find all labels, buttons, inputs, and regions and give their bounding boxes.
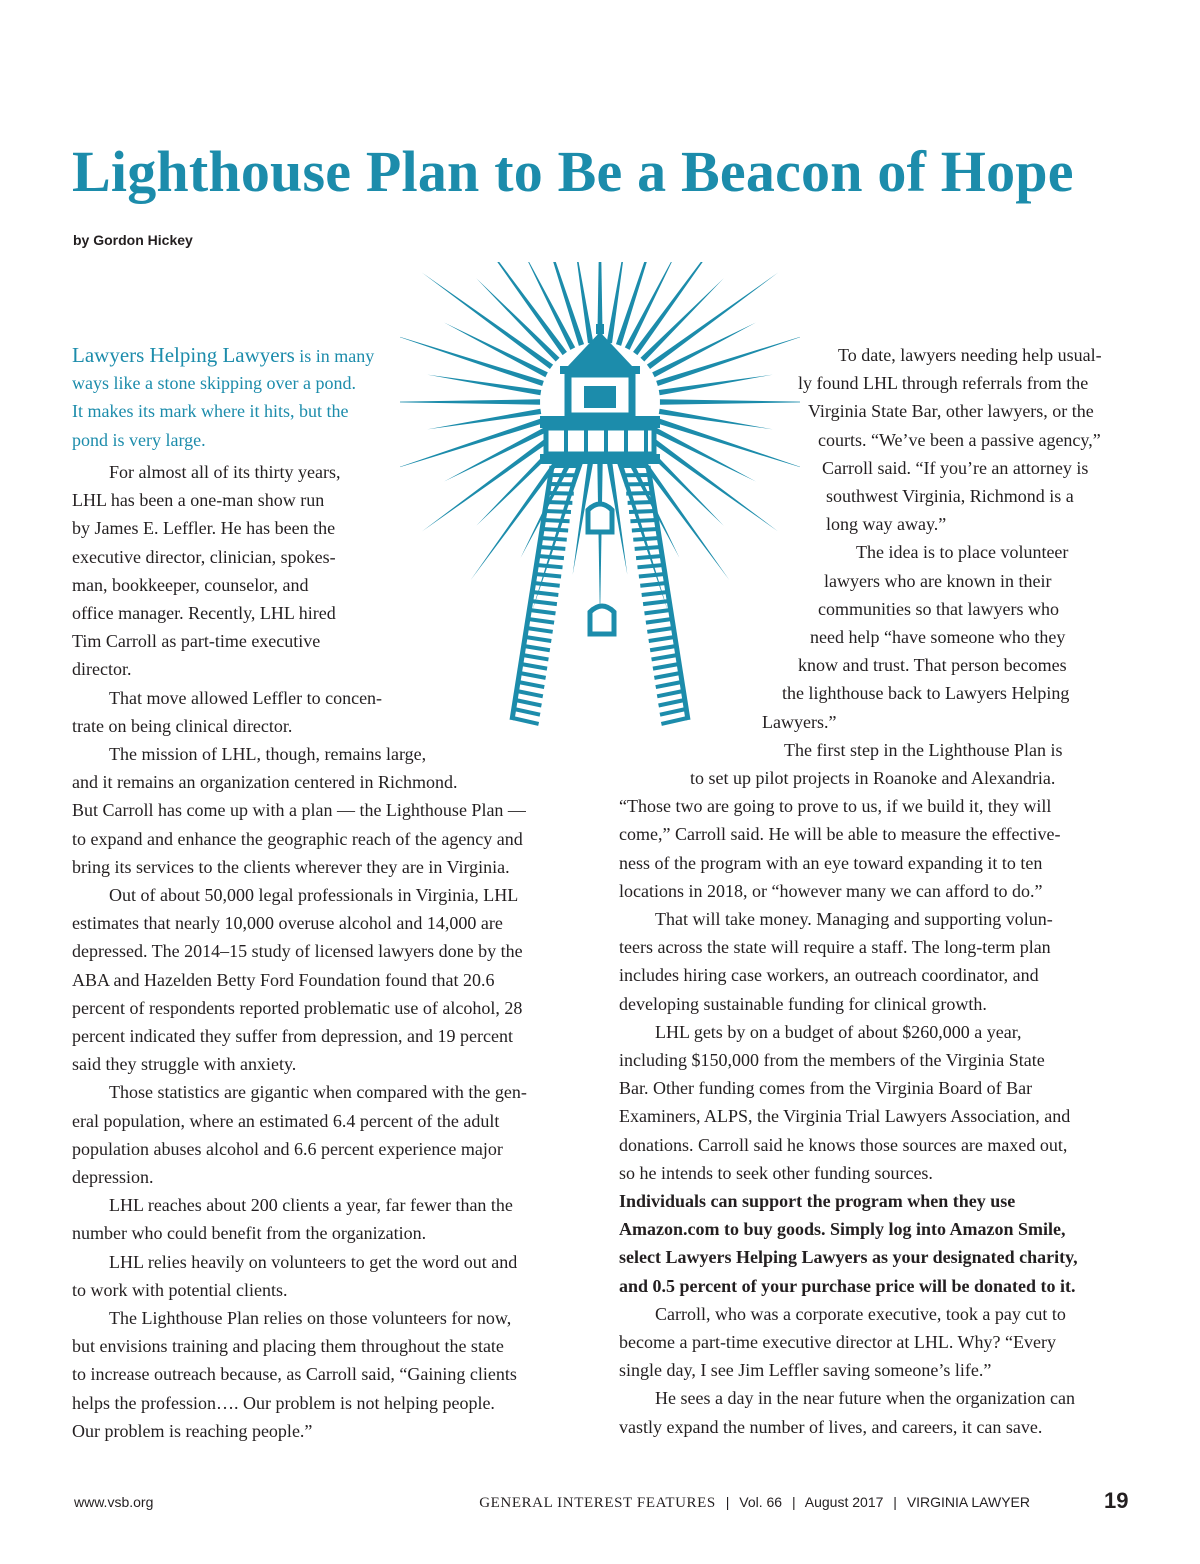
body-line: Individuals can support the program when they use — [619, 1191, 1016, 1211]
body-line: vastly expand the number of lives, and careers, it can save. — [619, 1416, 1043, 1437]
tower-stripe — [661, 718, 687, 724]
body-line: developing sustainable funding for clinical growth. — [619, 993, 987, 1014]
tower-stripe — [635, 547, 661, 549]
body-line: to work with potential clients. — [72, 1279, 288, 1300]
tower-stripe — [629, 511, 655, 512]
tower-stripe — [515, 700, 541, 705]
body-line: Virginia State Bar, other lawyers, or the — [808, 401, 1094, 422]
body-line: The Lighthouse Plan relies on those volunteers for now, — [109, 1308, 512, 1328]
body-line: population abuses alcohol and 6.6 percent experience major — [72, 1138, 503, 1159]
body-line: depression. — [72, 1167, 154, 1187]
tower-stripe — [520, 673, 546, 678]
tower-stripe — [657, 691, 683, 696]
tower-stripe — [643, 601, 669, 604]
article-title: Lighthouse Plan to Be a Beacon of Hope — [72, 139, 1074, 204]
body-line: ABA and Hazelden Betty Ford Foundation found that 20.6 — [72, 969, 495, 990]
ray — [647, 273, 778, 369]
tower-stripe — [527, 628, 553, 632]
tower-stripe — [653, 664, 679, 669]
lighthouse-illustration — [400, 262, 800, 732]
body-line: The first step in the Lighthouse Plan is — [784, 739, 1063, 760]
ray — [616, 262, 668, 346]
body-line: includes hiring case workers, an outreach coordinator, and — [619, 965, 1039, 986]
body-line: said they struggle with anxiety. — [72, 1054, 297, 1075]
tower-stripe — [544, 520, 570, 521]
body-line: trate on being clinical director. — [72, 715, 293, 736]
tower-stripe — [545, 511, 571, 512]
tower-stripe — [541, 538, 567, 540]
body-line: Out of about 50,000 legal professionals in Virginia, LHL — [109, 885, 519, 905]
tower-stripe — [647, 628, 673, 632]
lead-line: It makes its mark where it hits, but the — [72, 401, 349, 422]
tower-stripe — [660, 709, 686, 715]
ray — [532, 262, 584, 346]
body-line: That move allowed Leffler to concen- — [109, 687, 383, 708]
body-line: so he intends to seek other funding sources. — [619, 1162, 933, 1183]
body-line: lawyers who are known in their — [824, 570, 1052, 591]
body-line: locations in 2018, or “however many we can afford to do.” — [619, 880, 1043, 901]
body-line: to expand and enhance the geographic reach of the agency and — [72, 828, 523, 849]
tower-stripe — [537, 565, 563, 567]
tower-stripe — [524, 646, 550, 650]
body-line: and 0.5 percent of your purchase price will be donated to it. — [619, 1275, 1076, 1296]
body-line: percent of respondents reported problematic use of alcohol, 28 — [72, 997, 523, 1018]
tower-stripe — [630, 520, 656, 521]
body-line: Our problem is reaching people.” — [72, 1420, 313, 1441]
ray — [400, 418, 544, 470]
body-line: The mission of LHL, though, remains large, — [109, 744, 427, 764]
footer-info — [479, 1494, 1030, 1512]
body-line: by James E. Leffler. He has been the — [72, 518, 336, 539]
lead-org-name: Lawyers Helping Lawyers — [72, 343, 295, 367]
tower-windows — [588, 504, 614, 634]
body-line: Lawyers.” — [762, 711, 837, 732]
body-line: “Those two are going to prove to us, if we build it, they will — [619, 796, 1052, 817]
lead-line: pond is very large. — [72, 429, 206, 450]
tower-stripe — [637, 565, 663, 567]
body-line: ly found LHL through referrals from the — [798, 373, 1089, 394]
tower-stripe — [639, 574, 665, 577]
tower-stripe — [531, 601, 557, 604]
body-line: LHL has been a one-man show run — [72, 490, 325, 511]
tower-stripe — [628, 502, 654, 503]
body-line: including $150,000 from the members of the Virginia State — [619, 1050, 1045, 1070]
ray — [656, 334, 800, 386]
ray — [660, 399, 800, 404]
tower-stripe — [522, 655, 548, 659]
body-line: single day, I see Jim Leffler saving someone’s life.” — [619, 1360, 992, 1381]
body-line: select Lawyers Helping Lawyers as your designated charity, — [619, 1247, 1078, 1268]
body-line: become a part-time executive director at LHL. Why? “Every — [619, 1332, 1056, 1352]
body-line: percent indicated they suffer from depression, and 19 percent — [72, 1026, 513, 1046]
ray — [656, 418, 800, 470]
body-line: know and trust. That person becomes — [798, 655, 1067, 676]
tower-stripe — [636, 556, 662, 558]
body-line: Carroll, who was a corporate executive, took a pay cut to — [655, 1303, 1066, 1324]
tower-stripe — [642, 592, 668, 595]
body-line: come,” Carroll said. He will be able to measure the effective- — [619, 824, 1061, 845]
ray — [400, 334, 544, 386]
tower-stripe — [539, 547, 565, 549]
ray — [597, 462, 602, 622]
footer-separator: | — [792, 1494, 796, 1510]
footer-volume: Vol. 66 — [739, 1494, 783, 1510]
body-line: Tim Carroll as part-time executive — [72, 631, 321, 652]
ray — [647, 435, 778, 531]
body-line: to set up pilot projects in Roanoke and Alexandria. — [690, 768, 1056, 788]
tower-stripe — [654, 673, 680, 678]
body-line: communities so that lawyers who — [818, 598, 1059, 619]
lead-line: ways like a stone skipping over a pond. — [72, 373, 356, 394]
tower-stripe — [521, 664, 547, 669]
body-line: LHL reaches about 200 clients a year, far fewer than the — [109, 1195, 513, 1216]
body-line: long way away.” — [826, 514, 947, 535]
body-line: Bar. Other funding comes from the Virginia Board of Bar — [619, 1078, 1033, 1099]
tower-stripe — [517, 691, 543, 696]
tower-stripe — [513, 718, 539, 724]
tower-stripe — [640, 583, 666, 586]
body-line: estimates that nearly 10,000 overuse alcohol and 14,000 are — [72, 913, 503, 934]
tower-stripe — [626, 493, 652, 494]
page-number: 19 — [1104, 1488, 1129, 1513]
body-line: depressed. The 2014–15 study of licensed lawyers done by the — [72, 941, 523, 962]
tower-stripe — [656, 682, 682, 687]
footer-separator: | — [725, 1494, 730, 1510]
body-line: He sees a day in the near future when the organization can — [655, 1388, 1075, 1409]
body-line: need help “have someone who they — [810, 627, 1066, 647]
body-line: ness of the program with an eye toward expanding it to ten — [619, 852, 1043, 873]
tower-stripe — [649, 637, 675, 641]
tower-stripe — [645, 610, 671, 613]
tower-stripe — [650, 646, 676, 650]
body-line: helps the profession…. Our problem is not helping people. — [72, 1392, 495, 1413]
byline: by Gordon Hickey — [73, 232, 193, 248]
tower-stripe — [548, 493, 574, 494]
lead-text: is in many — [294, 346, 375, 366]
body-line: But Carroll has come up with a plan — the Lighthouse Plan — — [72, 800, 526, 821]
body-line: office manager. Recently, LHL hired — [72, 603, 336, 623]
body-line: The idea is to place volunteer — [856, 542, 1069, 563]
tower-stripe — [535, 574, 561, 577]
body-line: Examiners, ALPS, the Virginia Trial Lawyers Association, and — [619, 1106, 1071, 1127]
body-line: Amazon.com to buy goods. Simply log into Amazon Smile, — [619, 1219, 1066, 1240]
ray — [422, 435, 553, 531]
footer-url: www.vsb.org — [74, 1494, 154, 1510]
body-line: courts. “We’ve been a passive agency,” — [818, 429, 1101, 450]
footer-date: August 2017 — [804, 1494, 884, 1510]
ray — [422, 273, 553, 369]
body-line: southwest Virginia, Richmond is a — [826, 486, 1074, 506]
tower-stripe — [633, 538, 659, 540]
body-line: donations. Carroll said he knows those sources are maxed out, — [619, 1134, 1068, 1155]
body-line: director. — [72, 659, 132, 680]
body-line: Carroll said. “If you’re an attorney is — [822, 457, 1089, 478]
tower-stripe — [542, 529, 568, 530]
body-line: bring its services to the clients wherever they are in Virginia. — [72, 856, 510, 877]
body-line: and it remains an organization centered in Richmond. — [72, 772, 458, 793]
body-line: LHL relies heavily on volunteers to get the word out and — [109, 1251, 518, 1272]
body-line: number who could benefit from the organization. — [72, 1223, 427, 1244]
tower-stripe — [546, 502, 572, 503]
lead-line — [72, 341, 374, 370]
body-line: teers across the state will require a staff. The long-term plan — [619, 937, 1051, 958]
body-line: the lighthouse back to Lawyers Helping — [782, 683, 1070, 704]
tower-stripe — [534, 583, 560, 586]
footer-section: GENERAL INTEREST FEATURES — [479, 1495, 716, 1511]
body-line: LHL gets by on a budget of about $260,000 a year, — [655, 1021, 1022, 1042]
footer-separator: | — [893, 1494, 897, 1510]
footer-magazine: VIRGINIA LAWYER — [906, 1494, 1030, 1510]
body-line: man, bookkeeper, counselor, and — [72, 574, 309, 595]
body-line: Those statistics are gigantic when compared with the gen- — [109, 1082, 527, 1103]
body-line: To date, lawyers needing help usual- — [838, 345, 1102, 365]
tower-stripe — [646, 619, 672, 623]
body-line: That will take money. Managing and supporting volun- — [655, 909, 1053, 929]
tower-stripe — [518, 682, 544, 687]
ray — [400, 399, 540, 404]
tower-stripe — [514, 709, 540, 715]
tower-stripe — [530, 610, 556, 613]
tower-stripe — [528, 619, 554, 623]
body-line: to increase outreach because, as Carroll said, “Gaining clients — [72, 1364, 517, 1385]
tower-stripe — [538, 556, 564, 558]
tower-stripe — [525, 637, 551, 641]
body-line: executive director, clinician, spokes- — [72, 546, 336, 567]
body-line: eral population, where an estimated 6.4 percent of the adult — [72, 1110, 500, 1131]
tower-stripe — [659, 700, 685, 705]
tower-stripe — [652, 655, 678, 659]
tower-stripe — [532, 592, 558, 595]
tower-stripe — [632, 529, 658, 530]
body-line: For almost all of its thirty years, — [109, 462, 341, 482]
body-line: but envisions training and placing them throughout the state — [72, 1336, 504, 1357]
